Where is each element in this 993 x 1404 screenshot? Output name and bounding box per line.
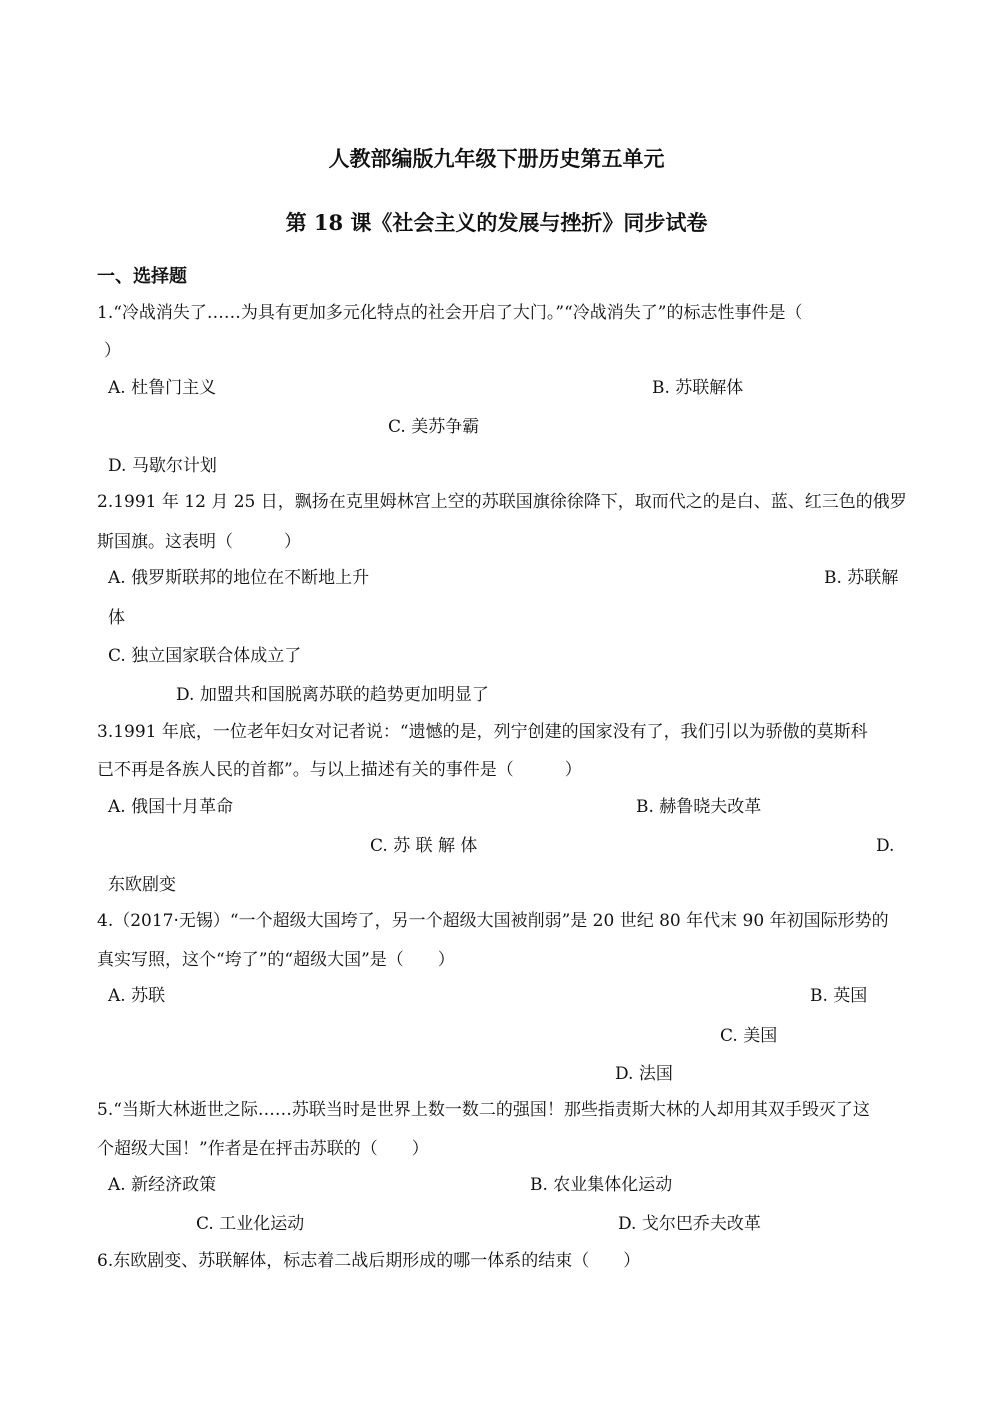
question-2-option-b[interactable]: B. 苏联解 bbox=[824, 568, 899, 588]
question-3-stem-cont: 已不再是各族人民的首都”。与以上描述有关的事件是（ ） bbox=[97, 760, 582, 780]
question-1-stem-cont: ） bbox=[104, 341, 121, 361]
question-5-option-b[interactable]: B. 农业集体化运动 bbox=[530, 1175, 673, 1195]
doc-subtitle: 第 18 课《社会主义的发展与挫折》同步试卷 bbox=[285, 210, 708, 235]
question-1-option-d[interactable]: D. 马歇尔计划 bbox=[108, 456, 217, 476]
question-4-stem: 4.（2017·无锡）“一个超级大国垮了，另一个超级大国被削弱”是 20 世纪 80 年代末 90 年初国际形势的 bbox=[97, 911, 889, 931]
question-2-option-a[interactable]: A. 俄罗斯联邦的地位在不断地上升 bbox=[108, 568, 370, 588]
question-2-option-b-cont: 体 bbox=[108, 608, 125, 628]
question-4-option-a[interactable]: A. 苏联 bbox=[108, 986, 166, 1006]
question-5-stem: 5.“当斯大林逝世之际……苏联当时是世界上数一数二的强国！那些指责斯大林的人却用其双手毁灭了这 bbox=[97, 1100, 870, 1120]
question-2-stem-cont: 斯国旗。这表明（ ） bbox=[97, 532, 301, 552]
question-1-option-a[interactable]: A. 杜鲁门主义 bbox=[108, 378, 217, 398]
question-2-option-c[interactable]: C. 独立国家联合体成立了 bbox=[108, 646, 302, 666]
question-4-stem-cont: 真实写照，这个“垮了”的“超级大国”是（ ） bbox=[97, 950, 455, 970]
question-4-option-c[interactable]: C. 美国 bbox=[720, 1026, 778, 1046]
question-5-option-a[interactable]: A. 新经济政策 bbox=[108, 1175, 217, 1195]
section-heading: 一、选择题 bbox=[97, 266, 187, 287]
question-3-option-d[interactable]: D. bbox=[876, 836, 895, 856]
question-6-stem: 6.东欧剧变、苏联解体，标志着二战后期形成的哪一体系的结束（ ） bbox=[97, 1251, 641, 1271]
question-4-option-b[interactable]: B. 英国 bbox=[810, 986, 868, 1006]
question-3-stem: 3.1991 年底，一位老年妇女对记者说：“遗憾的是，列宁创建的国家没有了，我们引以为骄傲的莫斯科 bbox=[97, 722, 868, 742]
question-1-stem: 1.“冷战消失了……为具有更加多元化特点的社会开启了大门。”“冷战消失了”的标志性事件是（ bbox=[97, 303, 803, 323]
question-3-option-d-cont: 东欧剧变 bbox=[108, 875, 176, 895]
question-5-option-d[interactable]: D. 戈尔巴乔夫改革 bbox=[618, 1214, 761, 1234]
question-2-option-d[interactable]: D. 加盟共和国脱离苏联的趋势更加明显了 bbox=[176, 685, 489, 705]
question-5-option-c[interactable]: C. 工业化运动 bbox=[196, 1214, 305, 1234]
question-5-stem-cont: 个超级大国！”作者是在抨击苏联的（ ） bbox=[97, 1139, 429, 1159]
question-3-option-a[interactable]: A. 俄国十月革命 bbox=[108, 797, 234, 817]
question-4-option-d[interactable]: D. 法国 bbox=[615, 1064, 673, 1084]
question-2-stem: 2.1991 年 12 月 25 日，飘扬在克里姆林宫上空的苏联国旗徐徐降下，取而代之的是白、蓝、红三色的俄罗 bbox=[97, 492, 907, 512]
doc-title: 人教部编版九年级下册历史第五单元 bbox=[328, 146, 665, 171]
question-1-option-c[interactable]: C. 美苏争霸 bbox=[388, 417, 480, 437]
question-3-option-b[interactable]: B. 赫鲁晓夫改革 bbox=[636, 797, 762, 817]
question-3-option-c[interactable]: C. 苏 联 解 体 bbox=[370, 836, 478, 856]
question-1-option-b[interactable]: B. 苏联解体 bbox=[652, 378, 744, 398]
